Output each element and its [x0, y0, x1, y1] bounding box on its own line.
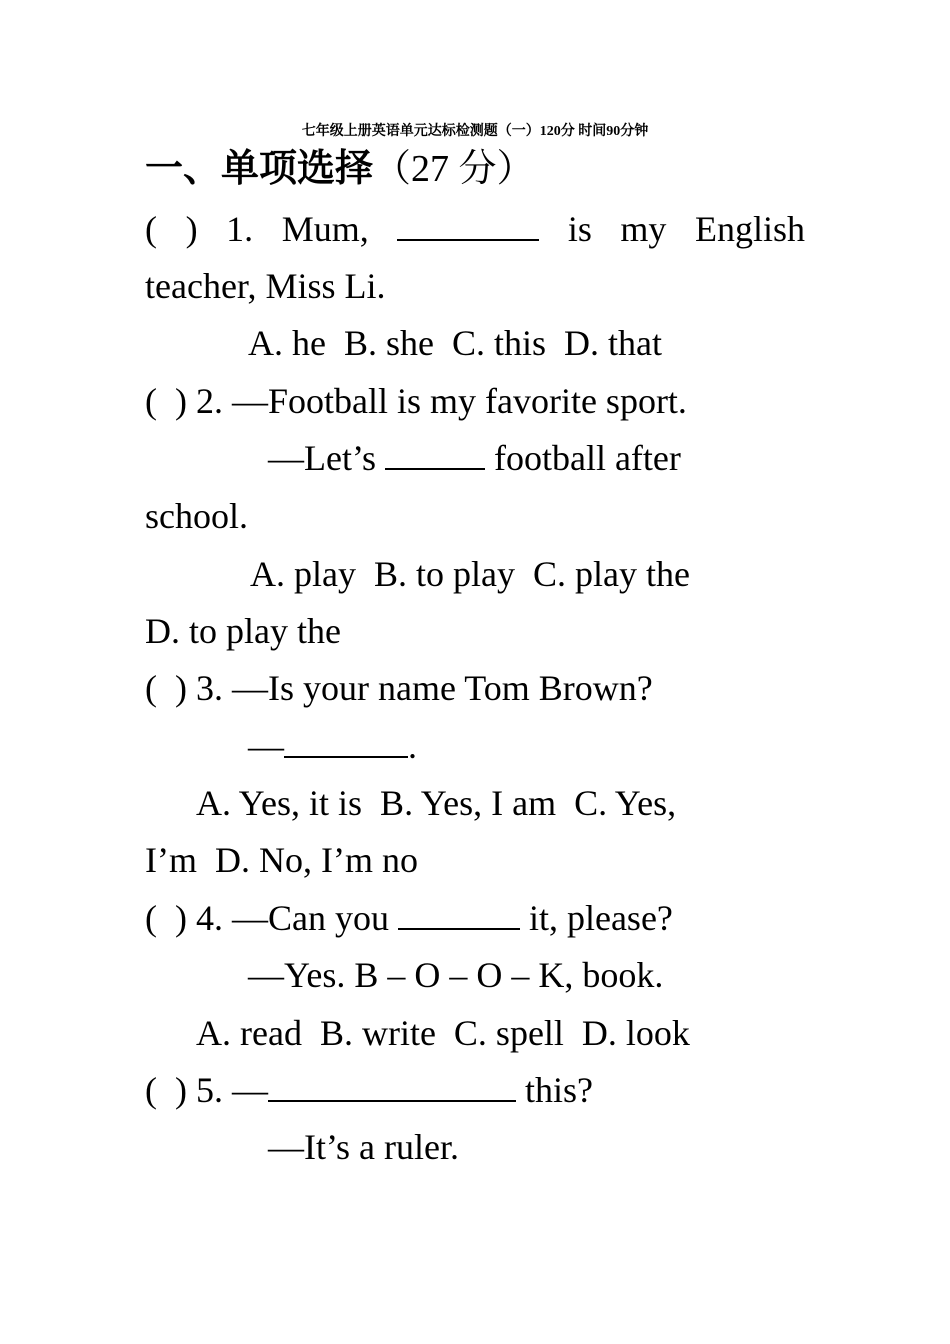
question-3-line-2 — [248, 724, 417, 768]
document-header: 七年级上册英语单元达标检测题（一）120分 时间90分钟 — [301, 124, 649, 139]
section-title — [145, 146, 535, 192]
question-word: my — [620, 209, 667, 249]
question-text: ( ) 5. — — [145, 1070, 268, 1110]
question-3-line-1: ( ) 3. —Is your name Tom Brown? — [145, 668, 653, 708]
answer-blank — [268, 1068, 516, 1102]
question-4-line-1 — [145, 896, 673, 940]
question-number: 1. — [226, 209, 254, 249]
question-text: it, please? — [519, 898, 673, 938]
question-2-line-1: ( ) 2. —Football is my favorite sport. — [145, 381, 687, 421]
question-1-options: A. he B. she C. this D. that — [248, 323, 662, 363]
question-text: . — [408, 726, 417, 766]
question-4-line-2: —Yes. B – O – O – K, book. — [248, 955, 664, 995]
question-2-line-2 — [268, 436, 681, 480]
answer-blank — [385, 436, 485, 470]
question-3-options: A. Yes, it is B. Yes, I am C. Yes, — [196, 783, 677, 823]
question-text: football after — [484, 438, 681, 478]
question-3-options-cont: I’m D. No, I’m no — [145, 840, 418, 880]
question-word: is — [567, 209, 592, 249]
question-text: — — [248, 726, 284, 766]
question-text: ( ) 4. —Can you — [145, 898, 398, 938]
answer-paren-close: ) — [185, 209, 198, 249]
question-text: —Let’s — [268, 438, 385, 478]
section-title-label: 一、单项选择 — [145, 148, 374, 190]
answer-blank — [284, 724, 408, 758]
section-score: （27 分） — [373, 148, 535, 190]
answer-blank — [397, 207, 539, 241]
question-5-line-1 — [145, 1068, 593, 1112]
question-2-line-3: school. — [145, 496, 248, 536]
question-5-line-2: —It’s a ruler. — [268, 1127, 459, 1167]
question-2-options: A. play B. to play C. play the — [250, 554, 690, 594]
question-2-options-cont: D. to play the — [145, 611, 341, 651]
answer-paren-open: ( — [145, 209, 157, 249]
question-1-line-2: teacher, Miss Li. — [145, 266, 386, 306]
question-word: English — [694, 209, 805, 249]
question-word: Mum, — [281, 209, 369, 249]
answer-blank — [398, 896, 520, 930]
question-1-line-1 — [145, 207, 805, 251]
question-4-options: A. read B. write C. spell D. look — [196, 1013, 690, 1053]
question-text: this? — [515, 1070, 593, 1110]
